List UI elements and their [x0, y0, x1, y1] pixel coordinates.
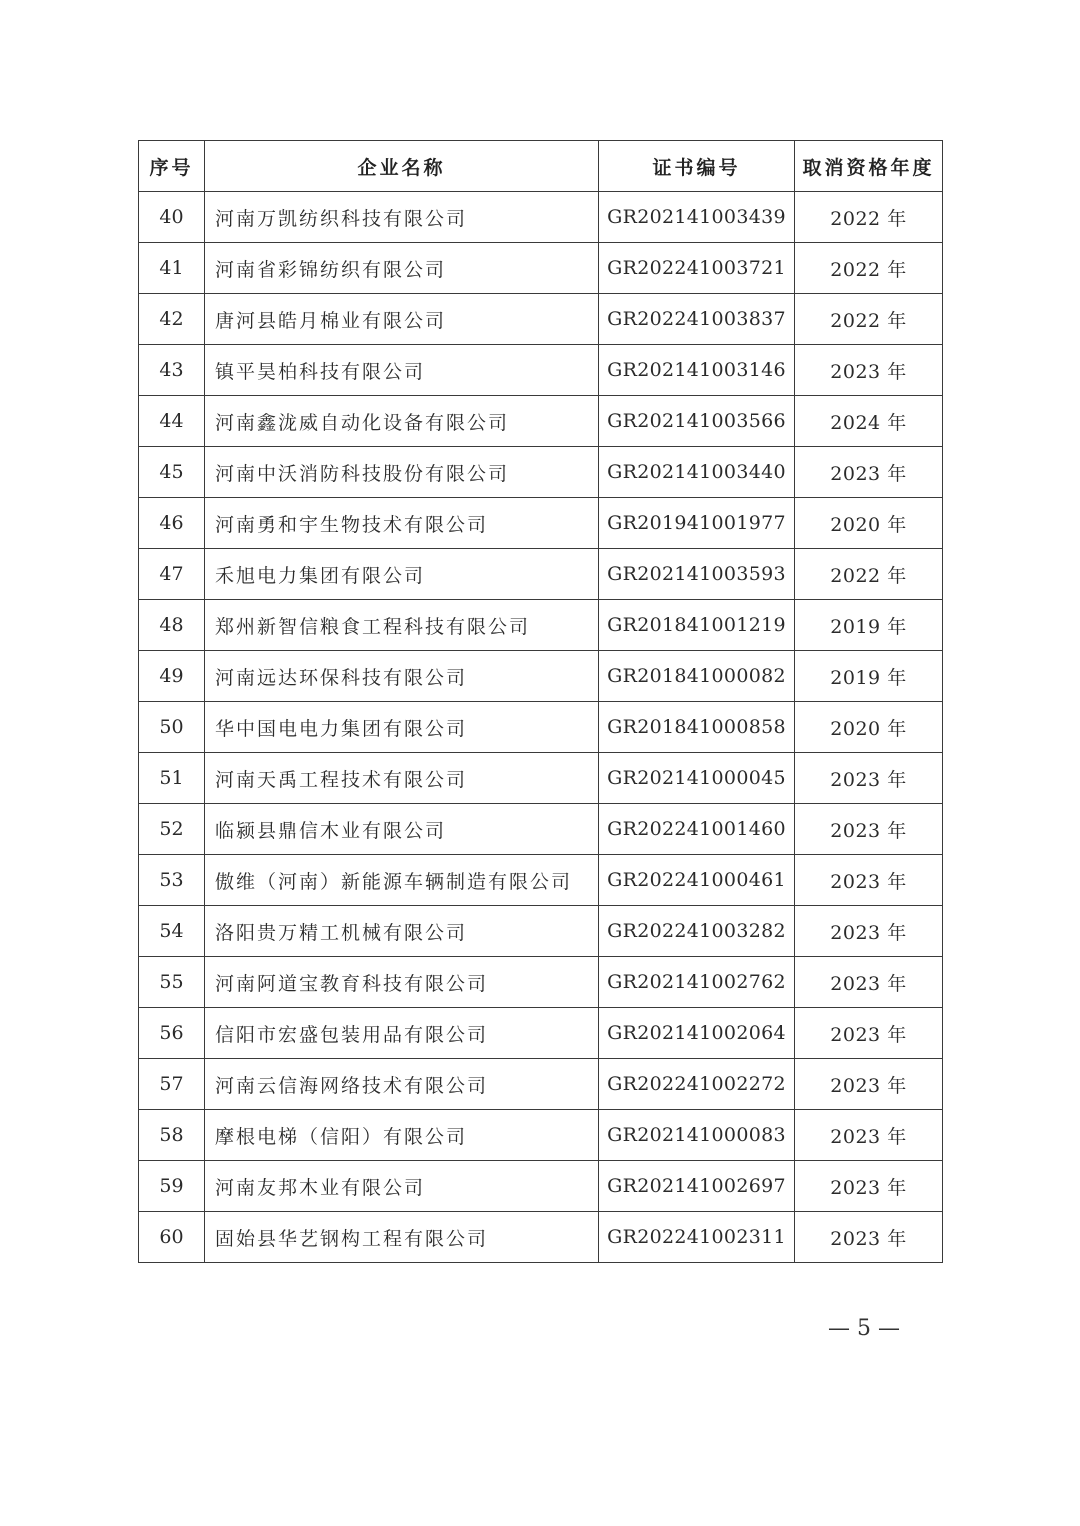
- cell-company-name: 河南鑫泷威自动化设备有限公司: [205, 396, 599, 447]
- cell-revocation-year: 2023 年: [795, 804, 943, 855]
- cell-revocation-year: 2023 年: [795, 1161, 943, 1212]
- cell-certificate-number: GR202141000045: [599, 753, 795, 804]
- cell-company-name: 摩根电梯（信阳）有限公司: [205, 1110, 599, 1161]
- cell-index: 56: [139, 1008, 205, 1059]
- cell-certificate-number: GR202241003721: [599, 243, 795, 294]
- cell-company-name: 河南勇和宇生物技术有限公司: [205, 498, 599, 549]
- cell-index: 55: [139, 957, 205, 1008]
- cell-company-name: 河南友邦木业有限公司: [205, 1161, 599, 1212]
- cell-revocation-year: 2023 年: [795, 906, 943, 957]
- cell-index: 40: [139, 192, 205, 243]
- table-body: [139, 192, 943, 1263]
- cell-index: 46: [139, 498, 205, 549]
- cell-index: 50: [139, 702, 205, 753]
- table-row: [139, 906, 943, 957]
- table-row: [139, 549, 943, 600]
- cell-revocation-year: 2023 年: [795, 753, 943, 804]
- cell-revocation-year: 2022 年: [795, 192, 943, 243]
- table-row: [139, 1212, 943, 1263]
- cell-certificate-number: GR202241001460: [599, 804, 795, 855]
- cell-index: 57: [139, 1059, 205, 1110]
- cell-revocation-year: 2020 年: [795, 702, 943, 753]
- table-row: [139, 651, 943, 702]
- header-company-name: 企业名称: [205, 141, 599, 192]
- cell-index: 54: [139, 906, 205, 957]
- cell-index: 59: [139, 1161, 205, 1212]
- cell-index: 47: [139, 549, 205, 600]
- cell-index: 45: [139, 447, 205, 498]
- header-revocation-year: 取消资格年度: [795, 141, 943, 192]
- cell-index: 52: [139, 804, 205, 855]
- cell-certificate-number: GR202141003593: [599, 549, 795, 600]
- table-header-row: [139, 141, 943, 192]
- cell-company-name: 傲维（河南）新能源车辆制造有限公司: [205, 855, 599, 906]
- cell-certificate-number: GR201841000858: [599, 702, 795, 753]
- cell-certificate-number: GR202241002311: [599, 1212, 795, 1263]
- cell-index: 53: [139, 855, 205, 906]
- cell-index: 42: [139, 294, 205, 345]
- table-row: [139, 1059, 943, 1110]
- cell-certificate-number: GR202141000083: [599, 1110, 795, 1161]
- cell-index: 58: [139, 1110, 205, 1161]
- cell-revocation-year: 2023 年: [795, 1110, 943, 1161]
- header-index: 序号: [139, 141, 205, 192]
- cell-certificate-number: GR202241000461: [599, 855, 795, 906]
- table-row: [139, 1161, 943, 1212]
- table-row: [139, 753, 943, 804]
- cell-revocation-year: 2022 年: [795, 549, 943, 600]
- cell-company-name: 河南省彩锦纺织有限公司: [205, 243, 599, 294]
- table-row: [139, 1110, 943, 1161]
- cell-revocation-year: 2023 年: [795, 1008, 943, 1059]
- cell-certificate-number: GR202141003146: [599, 345, 795, 396]
- cell-certificate-number: GR202141002064: [599, 1008, 795, 1059]
- cell-revocation-year: 2022 年: [795, 294, 943, 345]
- cell-revocation-year: 2019 年: [795, 651, 943, 702]
- table-row: [139, 243, 943, 294]
- cell-index: 44: [139, 396, 205, 447]
- cell-revocation-year: 2024 年: [795, 396, 943, 447]
- revocation-table-container: [138, 140, 942, 1263]
- cell-index: 51: [139, 753, 205, 804]
- cell-revocation-year: 2023 年: [795, 957, 943, 1008]
- cell-certificate-number: GR202141002697: [599, 1161, 795, 1212]
- table-row: [139, 804, 943, 855]
- table-row: [139, 957, 943, 1008]
- cell-index: 41: [139, 243, 205, 294]
- cell-revocation-year: 2023 年: [795, 1212, 943, 1263]
- page-number: — 5 —: [828, 1316, 900, 1341]
- cell-company-name: 河南远达环保科技有限公司: [205, 651, 599, 702]
- table-row: [139, 855, 943, 906]
- cell-certificate-number: GR202241002272: [599, 1059, 795, 1110]
- cell-company-name: 河南云信海网络技术有限公司: [205, 1059, 599, 1110]
- table-row: [139, 345, 943, 396]
- cell-revocation-year: 2019 年: [795, 600, 943, 651]
- cell-company-name: 河南天禹工程技术有限公司: [205, 753, 599, 804]
- table-row: [139, 498, 943, 549]
- cell-certificate-number: GR201841001219: [599, 600, 795, 651]
- cell-certificate-number: GR202241003282: [599, 906, 795, 957]
- cell-company-name: 洛阳贵万精工机械有限公司: [205, 906, 599, 957]
- cell-company-name: 固始县华艺钢构工程有限公司: [205, 1212, 599, 1263]
- cell-company-name: 河南阿道宝教育科技有限公司: [205, 957, 599, 1008]
- table-row: [139, 702, 943, 753]
- cell-company-name: 河南万凯纺织科技有限公司: [205, 192, 599, 243]
- cell-index: 43: [139, 345, 205, 396]
- cell-certificate-number: GR202141003566: [599, 396, 795, 447]
- table-row: [139, 396, 943, 447]
- table-row: [139, 600, 943, 651]
- cell-certificate-number: GR202141002762: [599, 957, 795, 1008]
- cell-revocation-year: 2022 年: [795, 243, 943, 294]
- cell-index: 60: [139, 1212, 205, 1263]
- cell-certificate-number: GR201841000082: [599, 651, 795, 702]
- cell-index: 49: [139, 651, 205, 702]
- cell-revocation-year: 2020 年: [795, 498, 943, 549]
- cell-company-name: 禾旭电力集团有限公司: [205, 549, 599, 600]
- cell-company-name: 信阳市宏盛包装用品有限公司: [205, 1008, 599, 1059]
- cell-revocation-year: 2023 年: [795, 447, 943, 498]
- revocation-table: [138, 140, 943, 1263]
- table-row: [139, 192, 943, 243]
- cell-revocation-year: 2023 年: [795, 1059, 943, 1110]
- cell-certificate-number: GR201941001977: [599, 498, 795, 549]
- cell-company-name: 华中国电电力集团有限公司: [205, 702, 599, 753]
- cell-company-name: 郑州新智信粮食工程科技有限公司: [205, 600, 599, 651]
- table-row: [139, 447, 943, 498]
- cell-revocation-year: 2023 年: [795, 345, 943, 396]
- cell-certificate-number: GR202141003439: [599, 192, 795, 243]
- cell-index: 48: [139, 600, 205, 651]
- table-row: [139, 1008, 943, 1059]
- cell-certificate-number: GR202141003440: [599, 447, 795, 498]
- cell-company-name: 临颍县鼎信木业有限公司: [205, 804, 599, 855]
- cell-revocation-year: 2023 年: [795, 855, 943, 906]
- cell-company-name: 唐河县皓月棉业有限公司: [205, 294, 599, 345]
- header-certificate-number: 证书编号: [599, 141, 795, 192]
- table-row: [139, 294, 943, 345]
- cell-company-name: 镇平昊柏科技有限公司: [205, 345, 599, 396]
- cell-company-name: 河南中沃消防科技股份有限公司: [205, 447, 599, 498]
- cell-certificate-number: GR202241003837: [599, 294, 795, 345]
